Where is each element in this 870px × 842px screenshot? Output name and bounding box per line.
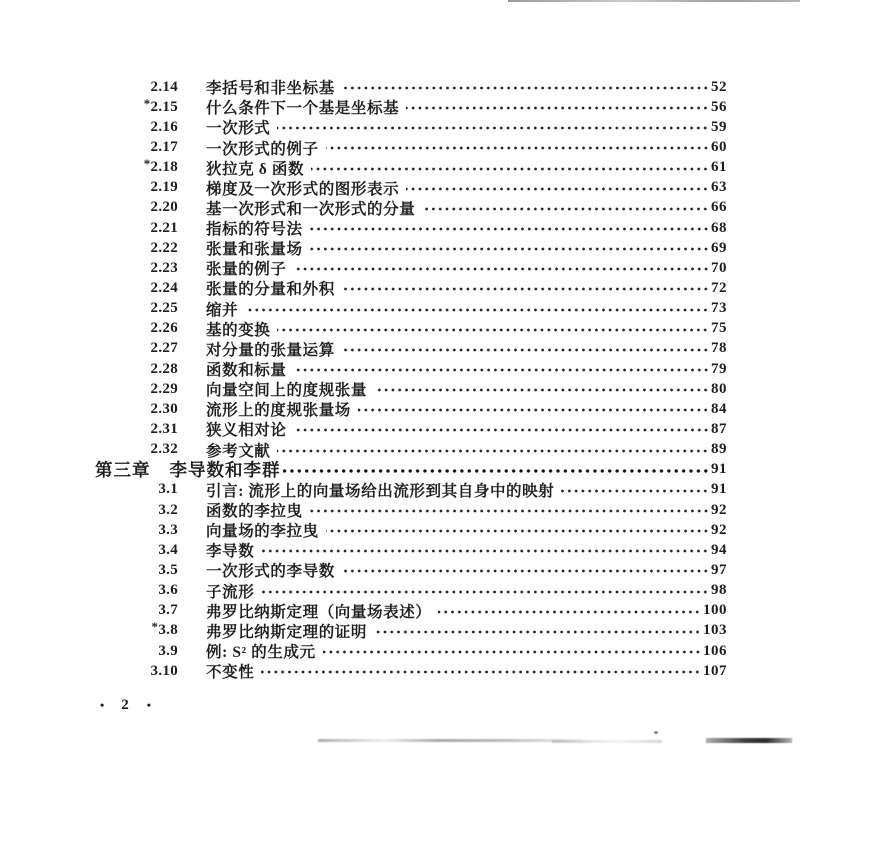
section-number — [131, 582, 178, 599]
page-number: 73 — [711, 300, 727, 317]
number-text: 2.30 — [150, 400, 178, 417]
section-number — [131, 320, 178, 337]
dot-leader — [406, 102, 709, 114]
page-number: 97 — [711, 561, 727, 578]
dot-leader — [310, 223, 709, 235]
dot-leader — [245, 304, 709, 316]
number-text: 3.10 — [150, 662, 178, 679]
page-number: 56 — [711, 98, 727, 115]
page-number: 63 — [711, 179, 727, 196]
page-number: 100 — [703, 602, 727, 619]
section-title: 例: S² 的生成元 — [206, 644, 316, 662]
dot-leader — [326, 525, 709, 537]
toc-entry — [0, 258, 727, 278]
page-number: 84 — [711, 400, 727, 417]
section-title: 函数和标量 — [206, 362, 287, 380]
toc-entry — [0, 238, 727, 258]
dot-leader — [326, 142, 709, 154]
number-text: 3.6 — [158, 582, 178, 599]
number-text: 2.14 — [150, 78, 178, 95]
section-number — [131, 562, 178, 579]
dot-leader — [323, 646, 701, 658]
number-text: 3.5 — [158, 561, 178, 578]
section-number — [131, 280, 178, 297]
footer-page-number: 2 — [121, 697, 130, 713]
toc-list — [0, 77, 727, 681]
toc-entry — [0, 399, 727, 419]
section-title: 对分量的张量运算 — [206, 341, 335, 359]
page-footer — [100, 697, 151, 714]
dot-leader — [277, 122, 709, 134]
dot-leader — [374, 384, 709, 396]
section-number — [131, 401, 178, 418]
page-number: 79 — [711, 360, 727, 377]
section-title: 流形上的度规张量场 — [206, 402, 351, 420]
scan-artifact-top-line — [508, 0, 800, 2]
section-number — [131, 542, 178, 559]
number-text: 3.2 — [158, 501, 178, 518]
page-number: 69 — [711, 239, 727, 256]
toc-entry — [0, 359, 727, 379]
dot-leader — [310, 505, 709, 517]
section-title: 一次形式 — [206, 120, 271, 138]
page-number: 107 — [703, 662, 727, 679]
toc-entry — [0, 581, 727, 601]
toc-entry — [0, 621, 727, 641]
number-text: 2.25 — [150, 300, 178, 317]
page-number: 91 — [711, 481, 727, 498]
section-title: 函数的李拉曳 — [206, 503, 303, 521]
number-text: 2.18 — [150, 159, 178, 176]
chapter-number — [95, 457, 151, 482]
page-number: 66 — [711, 199, 727, 216]
toc-entry — [0, 158, 727, 178]
section-title: 梯度及一次形式的图形表示 — [206, 180, 400, 198]
page-number: 91 — [711, 461, 727, 478]
section-number — [131, 220, 178, 237]
section-number — [131, 260, 178, 277]
section-number — [131, 199, 178, 216]
section-number — [131, 602, 178, 619]
dot-leader — [261, 586, 709, 598]
dot-leader — [261, 545, 709, 557]
toc-entry — [0, 137, 727, 157]
page-number: 52 — [711, 78, 727, 95]
section-number — [131, 95, 178, 116]
chapter-title: 李导数和李群 — [169, 460, 281, 481]
section-title: 张量和张量场 — [206, 241, 303, 259]
dot-leader — [342, 283, 709, 295]
star-marker: * — [151, 619, 159, 635]
number-text: 2.23 — [150, 259, 178, 276]
section-title: 指标的符号法 — [206, 221, 303, 239]
number-text: 2.24 — [150, 279, 178, 296]
dot-leader — [283, 465, 710, 477]
number-text: 2.32 — [150, 441, 178, 458]
number-text: 2.26 — [150, 320, 178, 337]
section-title: 张量的分量和外积 — [206, 281, 335, 299]
page-number: 78 — [711, 340, 727, 357]
page-number: 98 — [711, 582, 727, 599]
section-title: 缩并 — [206, 301, 239, 319]
toc-entry — [0, 339, 727, 359]
page-number: 106 — [703, 642, 727, 659]
page-number: 92 — [711, 521, 727, 538]
section-number — [131, 119, 178, 136]
star-marker: * — [143, 156, 151, 172]
number-text: 2.28 — [150, 360, 178, 377]
section-number — [131, 361, 178, 378]
dot-leader — [294, 263, 709, 275]
number-text: 3.3 — [158, 521, 178, 538]
footer-dot-left: • — [100, 698, 105, 712]
toc-entry — [0, 77, 727, 97]
section-title: 一次形式的李导数 — [206, 563, 335, 581]
page-number: 70 — [711, 259, 727, 276]
toc-entry — [0, 198, 727, 218]
dot-leader — [422, 203, 709, 215]
dot-leader — [277, 324, 709, 336]
page-number: 89 — [711, 441, 727, 458]
toc-entry — [0, 97, 727, 117]
dot-leader — [310, 243, 709, 255]
toc-entry — [0, 641, 727, 661]
section-title: 狭义相对论 — [206, 422, 287, 440]
section-number — [131, 139, 178, 156]
dot-leader — [342, 82, 709, 94]
toc-entry — [0, 601, 727, 621]
number-text: 第三章 — [95, 460, 151, 481]
section-number — [131, 300, 178, 317]
toc-entry — [0, 540, 727, 560]
toc-entry — [0, 278, 727, 298]
number-text: 3.7 — [158, 602, 178, 619]
section-number — [131, 441, 178, 458]
section-title: 什么条件下一个基是坐标基 — [206, 100, 400, 118]
section-number — [131, 663, 178, 680]
page-number: 72 — [711, 279, 727, 296]
section-title: 张量的例子 — [206, 261, 287, 279]
section-number — [131, 481, 178, 498]
dot-leader — [311, 163, 709, 175]
section-number — [131, 619, 178, 639]
section-number — [131, 240, 178, 257]
dot-leader — [374, 626, 701, 638]
toc-entry — [0, 520, 727, 540]
number-text: 2.15 — [150, 98, 178, 115]
number-text: 2.17 — [150, 138, 178, 155]
number-text: 3.4 — [158, 541, 178, 558]
section-number — [131, 156, 178, 176]
section-number — [131, 643, 178, 660]
section-title: 引言: 流形上的向量场给出流形到其自身中的映射 — [206, 482, 555, 500]
dot-leader — [294, 364, 709, 376]
scan-artifact-smudge — [318, 739, 583, 742]
section-number — [131, 421, 178, 438]
number-text: 3.9 — [158, 642, 178, 659]
section-number — [131, 179, 178, 196]
dot-leader — [561, 485, 709, 497]
dot-leader — [277, 445, 709, 457]
section-title: 弗罗比纳斯定理的证明 — [206, 623, 368, 641]
toc-chapter-heading — [0, 460, 727, 480]
number-text: 3.1 — [158, 481, 178, 498]
toc-entry — [0, 299, 727, 319]
toc-entry — [0, 319, 727, 339]
dot-leader — [342, 565, 709, 577]
number-text: 2.27 — [150, 340, 178, 357]
page-number: 87 — [711, 420, 727, 437]
page-number: 61 — [711, 159, 727, 176]
toc-entry — [0, 480, 727, 500]
page-number: 68 — [711, 219, 727, 236]
section-title: 李括号和非坐标基 — [206, 80, 335, 98]
section-number — [131, 522, 178, 539]
scan-artifact-dot — [654, 731, 658, 734]
page-number: 92 — [711, 501, 727, 518]
scan-artifact-smudge — [706, 738, 792, 743]
section-title: 不变性 — [206, 664, 255, 682]
number-text: 2.21 — [150, 219, 178, 236]
page-number: 103 — [703, 622, 727, 639]
star-marker: * — [143, 95, 151, 111]
section-number — [131, 340, 178, 357]
section-title: 向量空间上的度规张量 — [206, 382, 368, 400]
toc-entry — [0, 178, 727, 198]
dot-leader — [294, 424, 709, 436]
section-title: 李导数 — [206, 543, 255, 561]
toc-entry — [0, 117, 727, 137]
section-number — [131, 381, 178, 398]
section-number — [131, 79, 178, 96]
number-text: 2.16 — [150, 118, 178, 135]
number-text: 3.8 — [158, 622, 178, 639]
number-text: 2.19 — [150, 179, 178, 196]
section-title: 基的变换 — [206, 321, 271, 339]
page-number: 75 — [711, 320, 727, 337]
section-title: 狄拉克 δ 函数 — [206, 160, 305, 178]
toc-entry — [0, 661, 727, 681]
section-title: 一次形式的例子 — [206, 140, 319, 158]
section-number — [131, 502, 178, 519]
toc-entry — [0, 218, 727, 238]
section-title: 弗罗比纳斯定理（向量场表述） — [206, 603, 432, 621]
page-number: 60 — [711, 138, 727, 155]
page-number: 80 — [711, 380, 727, 397]
section-title: 子流形 — [206, 583, 255, 601]
toc-entry — [0, 379, 727, 399]
toc-entry — [0, 500, 727, 520]
dot-leader — [438, 606, 701, 618]
number-text: 2.20 — [150, 199, 178, 216]
page-number: 94 — [711, 541, 727, 558]
dot-leader — [358, 404, 709, 416]
number-text: 2.31 — [150, 420, 178, 437]
page-number: 59 — [711, 118, 727, 135]
dot-leader — [342, 344, 709, 356]
number-text: 2.22 — [150, 239, 178, 256]
section-title: 向量场的李拉曳 — [206, 523, 319, 541]
footer-dot-right: • — [146, 698, 151, 712]
section-title: 基一次形式和一次形式的分量 — [206, 200, 416, 218]
toc-entry — [0, 419, 727, 439]
number-text: 2.29 — [150, 380, 178, 397]
dot-leader — [261, 666, 701, 678]
toc-entry — [0, 560, 727, 580]
section-title: 参考文献 — [206, 442, 271, 460]
dot-leader — [406, 183, 709, 195]
scan-artifact-smudge — [552, 740, 662, 743]
